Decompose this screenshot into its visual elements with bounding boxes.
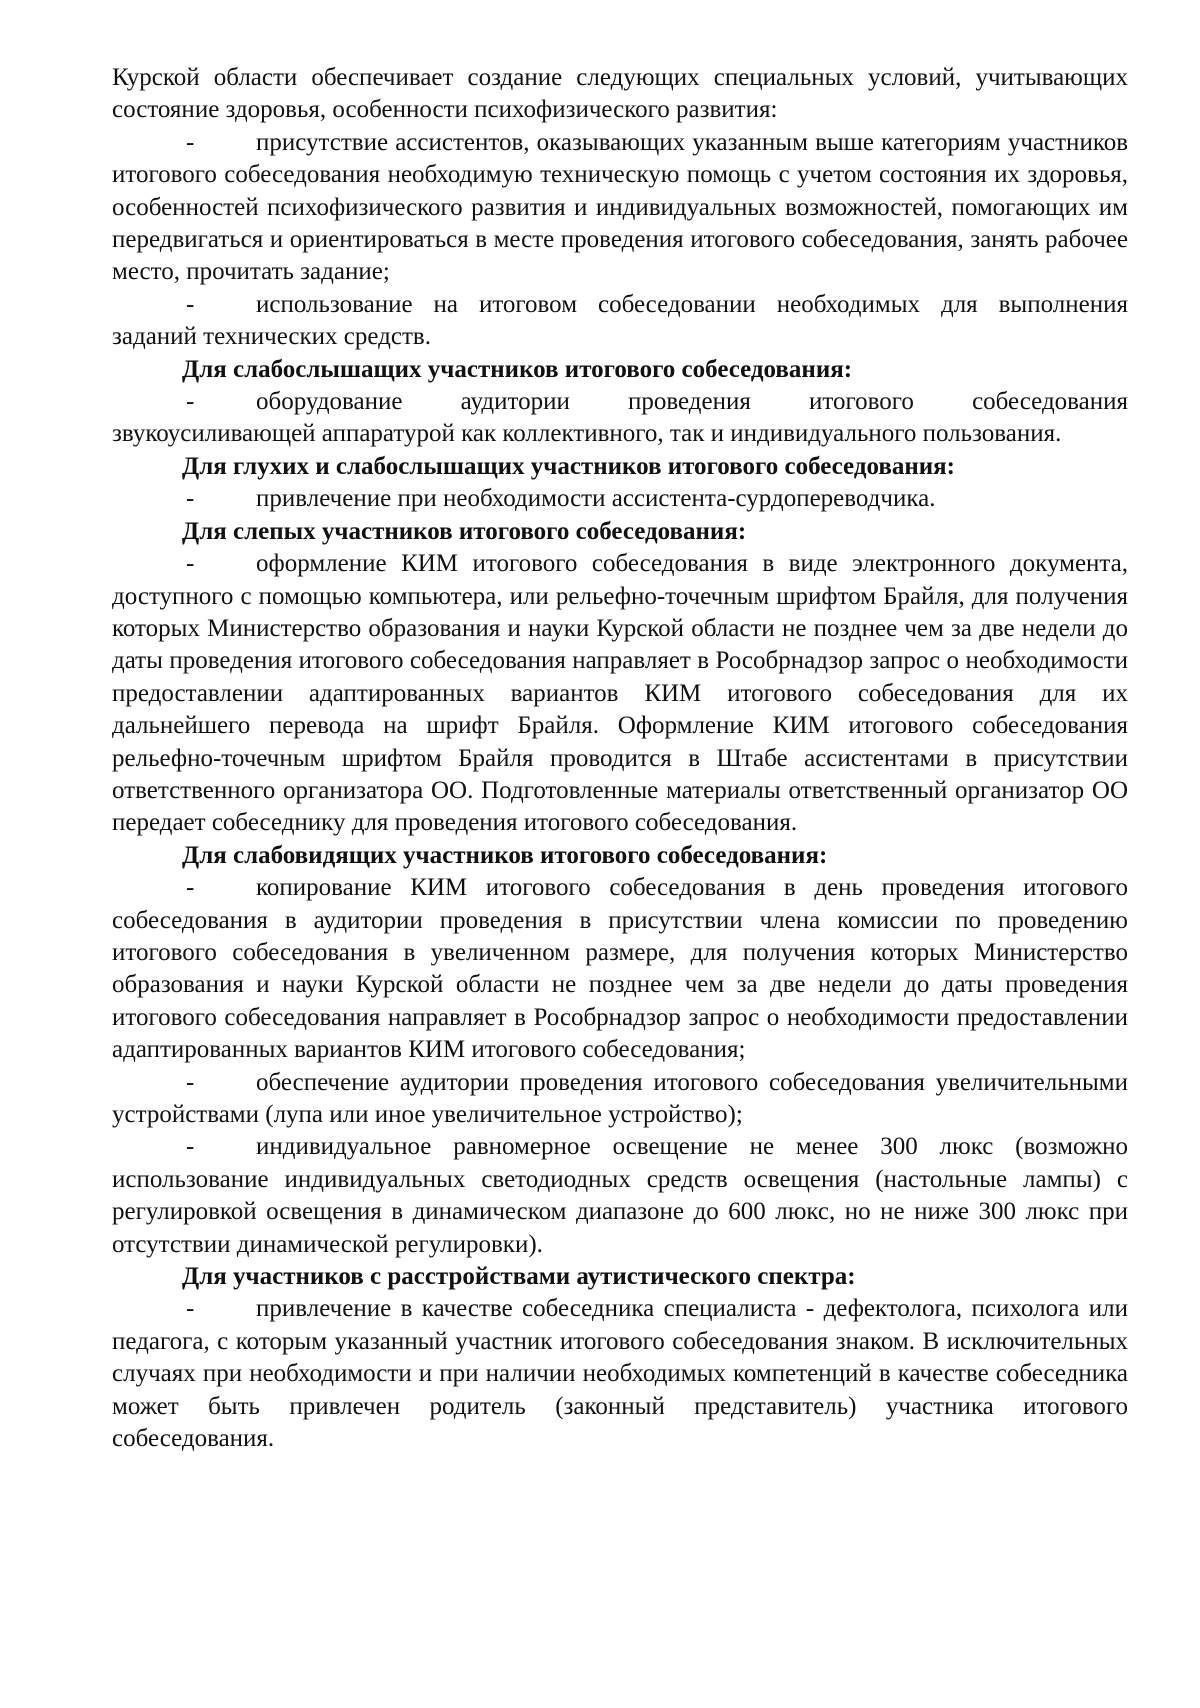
bullet-technical-means: - использование на итоговом собеседовании необходимых для выполнения заданий технических средств.	[112, 290, 1128, 351]
bullet-sign-interpreter: - привлечение при необходимости ассистента-сурдопереводчика.	[112, 483, 1128, 515]
bullet-dash: -	[186, 550, 195, 578]
heading-hard-of-hearing: Для слабослышащих участников итогового собеседования:	[182, 355, 853, 383]
heading-blind: Для слепых участников итогового собеседования:	[182, 517, 747, 545]
bullet-dash: -	[186, 485, 195, 513]
paragraph-intro: Курской области обеспечивает создание следующих специальных условий, учитывающих состояние здоровья, особенности психофизического развития:	[112, 64, 1128, 124]
bullet-dash: -	[186, 290, 195, 318]
heading-autism: Для участников с расстройствами аутистического спектра:	[182, 1263, 856, 1291]
bullet-lighting: - индивидуальное равномерное освещение не менее 300 люкс (возможно использование индивидуальных светодиодных средств освещения (настольные лампы) с регулировкой освещения в динамическом диапазоне до 600 люкс, но не ниже 300 люкс при отсутствии динамической регулировки).	[112, 1133, 1128, 1258]
bullet-dash: -	[186, 388, 195, 416]
bullet-braille: - оформление КИМ итогового собеседования в виде электронного документа, доступного с помощью компьютера, или рельефно-точечным шрифтом Брайля, для получения которых Министерство образования и науки Курской области не позднее чем за две недели до даты проведения итогового собеседования направляет в Рособрнадзор запрос о необходимости предоставлении адаптированных вариантов КИМ итогового собеседования для их дальнейшего перевода на шрифт Брайля. Оформление КИМ итогового собеседования рельефно-точечным шрифтом Брайля проводится в Штабе ассистентами в присутствии ответственного организатора ОО. Подготовленные материалы ответственный организатор ОО передает собеседнику для проведения итогового собеседования.	[112, 550, 1128, 837]
bullet-magnifiers: - обеспечение аудитории проведения итогового собеседования увеличительными устройствами (лупа или иное увеличительное устройство);	[112, 1068, 1128, 1128]
bullet-dash: -	[186, 1133, 195, 1161]
bullet-sound-equipment: - оборудование аудитории проведения итогового собеседования звукоусиливающей аппаратурой как коллективного, так и индивидуального пользования.	[112, 388, 1128, 448]
bullet-dash: -	[186, 1068, 195, 1096]
heading-deaf: Для глухих и слабослышащих участников итогового собеседования:	[182, 452, 955, 480]
bullet-dash: -	[186, 128, 195, 156]
bullet-dash: -	[186, 1295, 195, 1323]
document-page	[112, 62, 1128, 1455]
heading-visually-impaired: Для слабовидящих участников итогового собеседования:	[182, 841, 828, 869]
bullet-enlarged-copy: - копирование КИМ итогового собеседования в день проведения итогового собеседования в аудитории проведения в присутствии члена комиссии по проведению итогового собеседования в увеличенном размере, для получения которых Министерство образования и науки Курской области не позднее чем за две недели до даты проведения итогового собеседования направляет в Рособрнадзор запрос о необходимости предоставлении адаптированных вариантов КИМ итогового собеседования;	[112, 874, 1128, 1064]
bullet-assistants: - присутствие ассистентов, оказывающих указанным выше категориям участников итогового собеседования необходимую техническую помощь с учетом состояния их здоровья, особенностей психофизического развития и индивидуальных возможностей, помогающих им передвигаться и ориентироваться в месте проведения итогового собеседования, занять рабочее место, прочитать задание;	[112, 128, 1128, 286]
bullet-specialist: - привлечение в качестве собеседника специалиста - дефектолога, психолога или педагога, с которым указанный участник итогового собеседования знаком. В исключительных случаях при необходимости и при наличии необходимых компетенций в качестве собеседника может быть привлечен родитель (законный представитель) участника итогового собеседования.	[112, 1295, 1128, 1453]
bullet-dash: -	[186, 874, 195, 902]
